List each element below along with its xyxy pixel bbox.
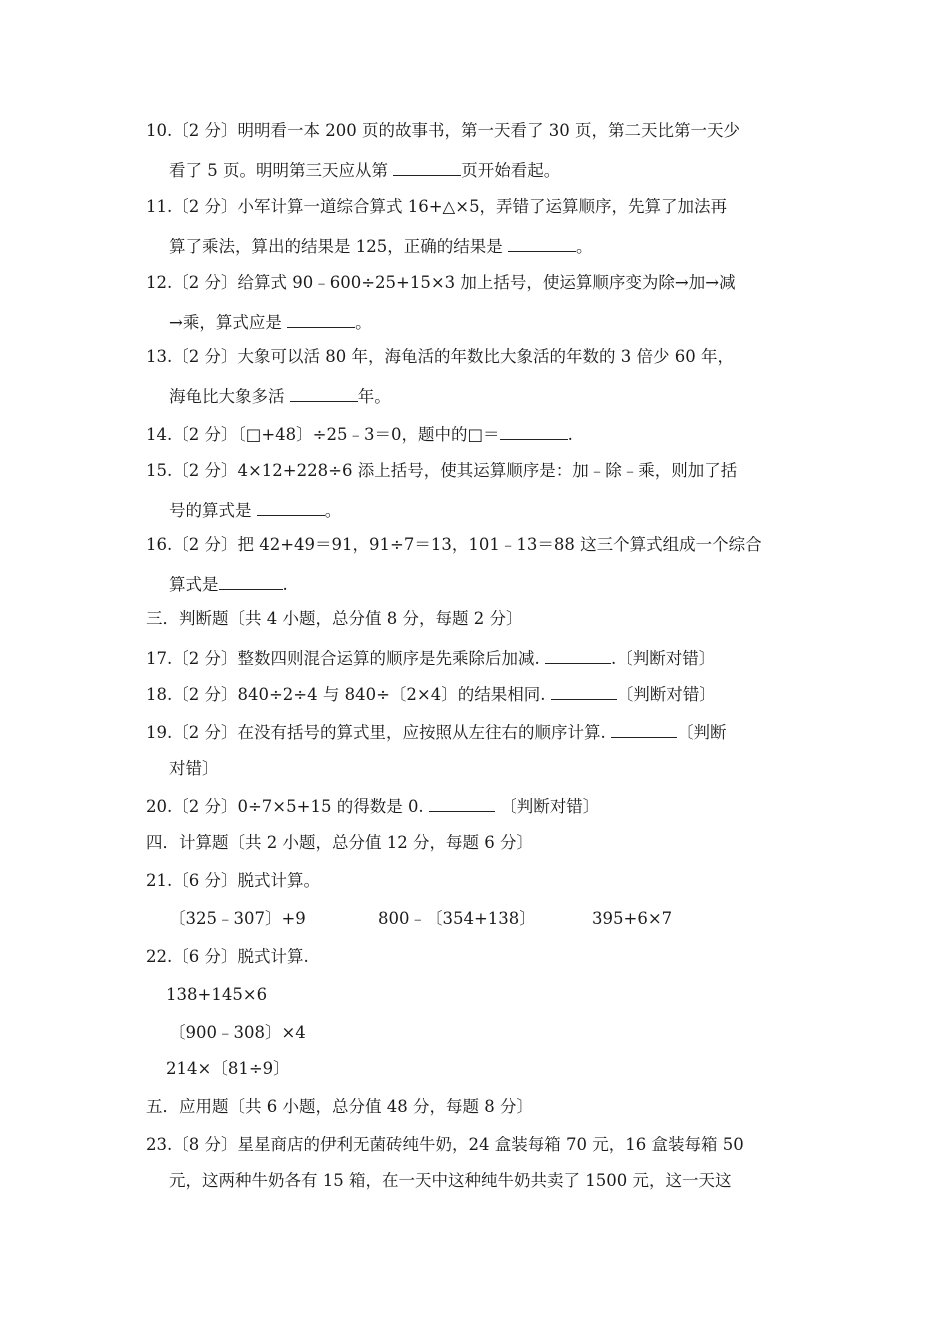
q21-title: 21.〔6 分〕脱式计算。 (146, 871, 320, 890)
q10-line1: 10.〔2 分〕明明看一本 200 页的故事书，第一天看了 30 页，第二天比第一天少 (146, 121, 740, 140)
q21-expr-2: 800﹣〔354+138〕 (378, 909, 536, 928)
section-3-heading: 三．判断题〔共 4 小题，总分值 8 分，每题 2 分〕 (146, 609, 523, 628)
q22-expr-1: 138+145×6 (166, 985, 268, 1004)
q20-text-a: 20.〔2 分〕0÷7×5+15 的得数是 0. (146, 797, 424, 816)
q17-text-b: .〔判断对错〕 (610, 649, 716, 668)
q12-text-b: 。 (355, 313, 372, 332)
q20-line (146, 794, 599, 818)
q18-text-a: 18.〔2 分〕840÷2÷4 与 840÷〔2×4〕的结果相同. (146, 685, 546, 704)
q11-text-a: 算了乘法，算出的结果是 125，正确的结果是 (169, 237, 503, 256)
q16-text-a: 算式是 (169, 575, 219, 594)
q19-text-b: 〔判断 (676, 723, 727, 742)
q11-line2 (169, 234, 593, 258)
q20-answer-blank[interactable] (429, 794, 495, 812)
q13-text-a: 海龟比大象多活 (169, 387, 285, 406)
q17-line (146, 646, 715, 670)
q11-answer-blank[interactable] (508, 234, 576, 252)
q19-answer-blank[interactable] (611, 720, 677, 738)
q16-line1: 16.〔2 分〕把 42+49＝91，91÷7＝13，101﹣13＝88 这三个算式组成一个综合 (146, 535, 762, 554)
q23-line1: 23.〔8 分〕星星商店的伊利无菌砖纯牛奶，24 盒装每箱 70 元，16 盒装每箱 50 (146, 1135, 744, 1154)
q11-line1: 11.〔2 分〕小军计算一道综合算式 16+△×5，弄错了运算顺序，先算了加法再 (146, 197, 728, 216)
q14-answer-blank[interactable] (500, 422, 568, 440)
q15-line2 (169, 498, 341, 522)
q22-expr-3: 214×〔81÷9〕 (166, 1059, 290, 1078)
q19-text-a: 19.〔2 分〕在没有括号的算式里，应按照从左往右的顺序计算. (146, 723, 606, 742)
q18-answer-blank[interactable] (551, 682, 617, 700)
q20-text-b: 〔判断对错〕 (500, 797, 600, 816)
section-4-heading: 四．计算题〔共 2 小题，总分值 12 分，每题 6 分〕 (146, 833, 533, 852)
q13-line1: 13.〔2 分〕大象可以活 80 年，海龟活的年数比大象活的年数的 3 倍少 60 年， (146, 347, 734, 366)
q16-text-b: . (282, 575, 288, 594)
q15-text-a: 号的算式是 (169, 501, 252, 520)
q17-answer-blank[interactable] (545, 646, 611, 664)
q16-answer-blank[interactable] (219, 572, 283, 590)
q12-line1: 12.〔2 分〕给算式 90﹣600÷25+15×3 加上括号，使运算顺序变为除→加→减 (146, 273, 736, 292)
q14-text-b: . (567, 425, 573, 444)
section-5-heading: 五．应用题〔共 6 小题，总分值 48 分，每题 8 分〕 (146, 1097, 533, 1116)
q18-text-b: 〔判断对错〕 (616, 685, 716, 704)
q22-title: 22.〔6 分〕脱式计算. (146, 947, 309, 966)
q10-text-b: 页开始看起。 (461, 161, 561, 180)
q13-text-b: 年。 (357, 387, 391, 406)
q19-line2: 对错〕 (169, 759, 219, 778)
q12-line2 (169, 310, 372, 334)
q10-line2 (169, 158, 560, 182)
q13-answer-blank[interactable] (290, 384, 358, 402)
q10-answer-blank[interactable] (393, 158, 461, 176)
q23-line2: 元，这两种牛奶各有 15 箱，在一天中这种纯牛奶共卖了 1500 元，这一天这 (169, 1171, 732, 1190)
q14-line (146, 422, 573, 446)
q19-line1 (146, 720, 726, 744)
q10-text-a: 看了 5 页。明明第三天应从第 (169, 161, 388, 180)
q22-expr-2: 〔900﹣308〕×4 (169, 1023, 306, 1042)
q17-text-a: 17.〔2 分〕整数四则混合运算的顺序是先乘除后加减. (146, 649, 540, 668)
q15-line1: 15.〔2 分〕4×12+228÷6 添上括号，使其运算顺序是：加﹣除﹣乘，则加了括 (146, 461, 738, 480)
q16-line2 (169, 572, 288, 596)
q11-text-b: 。 (576, 237, 593, 256)
q14-text-a: 14.〔2 分〕〔□+48〕÷25﹣3＝0，题中的□＝ (146, 425, 500, 444)
q18-line (146, 682, 716, 706)
q15-text-b: 。 (324, 501, 342, 520)
q13-line2 (169, 384, 391, 408)
q12-answer-blank[interactable] (287, 310, 355, 328)
q21-expr-3: 395+6×7 (592, 909, 673, 928)
q21-expr-1: 〔325﹣307〕+9 (169, 909, 306, 928)
q15-answer-blank[interactable] (257, 498, 325, 516)
q12-text-a: →乘，算式应是 (169, 313, 282, 332)
